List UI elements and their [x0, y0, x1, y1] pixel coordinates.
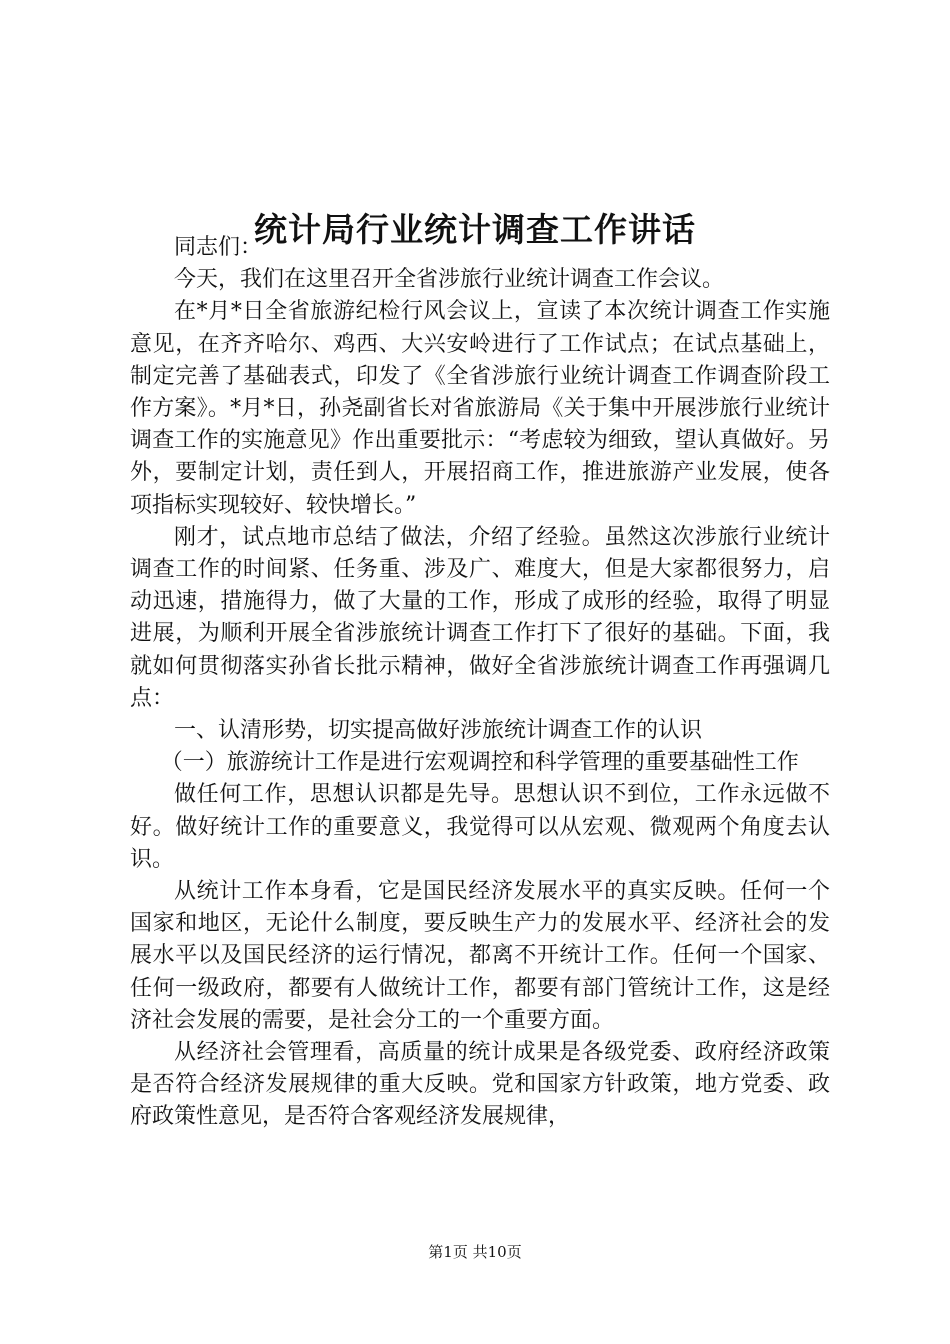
paragraph-progress: 刚才，试点地市总结了做法，介绍了经验。虽然这次涉旅行业统计调查工作的时间紧、任务重、涉及广、难度大，但是大家都很努力，启动迅速，措施得力，做了大量的工作，形成了成形的经验，取得了明显进展，为顺利开展全省涉旅统计调查工作打下了很好的基础。下面，我就如何贯彻落实孙省长批示精神，做好全省涉旅统计调查工作再强调几点：	[130, 524, 830, 711]
paragraph-opening: 今天，我们在这里召开全省涉旅行业统计调查工作会议。	[174, 267, 725, 293]
paragraph-salutation: 同志们：	[174, 235, 263, 260]
paragraph-background: 在*月*日全省旅游纪检行风会议上，宣读了本次统计调查工作实施意见，在齐齐哈尔、鸡西、大兴安岭进行了工作试点；在试点基础上，制定完善了基础表式，印发了《全省涉旅行业统计调查工作调查阶段工作方案》。*月*日，孙尧副省长对省旅游局《关于集中开展涉旅行业统计调查工作的实施意见》作出重要批示：“考虑较为细致，望认真做好。另外，要制定计划，责任到人，开展招商工作，推进旅游产业发展，使各项指标实现较好、较快增长。”	[130, 299, 830, 518]
subsection-heading-1: （一）旅游统计工作是进行宏观调控和科学管理的重要基础性工作	[160, 750, 799, 776]
page-number: 第1页 共10页	[428, 1243, 522, 1261]
paragraph-statistics-itself: 从统计工作本身看，它是国民经济发展水平的真实反映。任何一个国家和地区，无论什么制度，要反映生产力的发展水平、经济社会的发展水平以及国民经济的运行情况，都离不开统计工作。任何一个国家、任何一级政府，都要有人做统计工作，都要有部门管统计工作，这是经济社会发展的需要，是社会分工的一个重要方面。	[130, 879, 830, 1033]
section-heading-1: 一、认清形势，切实提高做好涉旅统计调查工作的认识	[174, 718, 703, 744]
document-body	[130, 232, 830, 1134]
paragraph-awareness: 做任何工作，思想认识都是先导。思想认识不到位，工作永远做不好。做好统计工作的重要意义，我觉得可以从宏观、微观两个角度去认识。	[130, 782, 830, 872]
document-title: 统计局行业统计调查工作讲话	[254, 210, 696, 250]
paragraph-economic-management: 从经济社会管理看，高质量的统计成果是各级党委、政府经济政策是否符合经济发展规律的重大反映。党和国家方针政策，地方党委、政府政策性意见，是否符合客观经济发展规律，	[130, 1040, 830, 1130]
